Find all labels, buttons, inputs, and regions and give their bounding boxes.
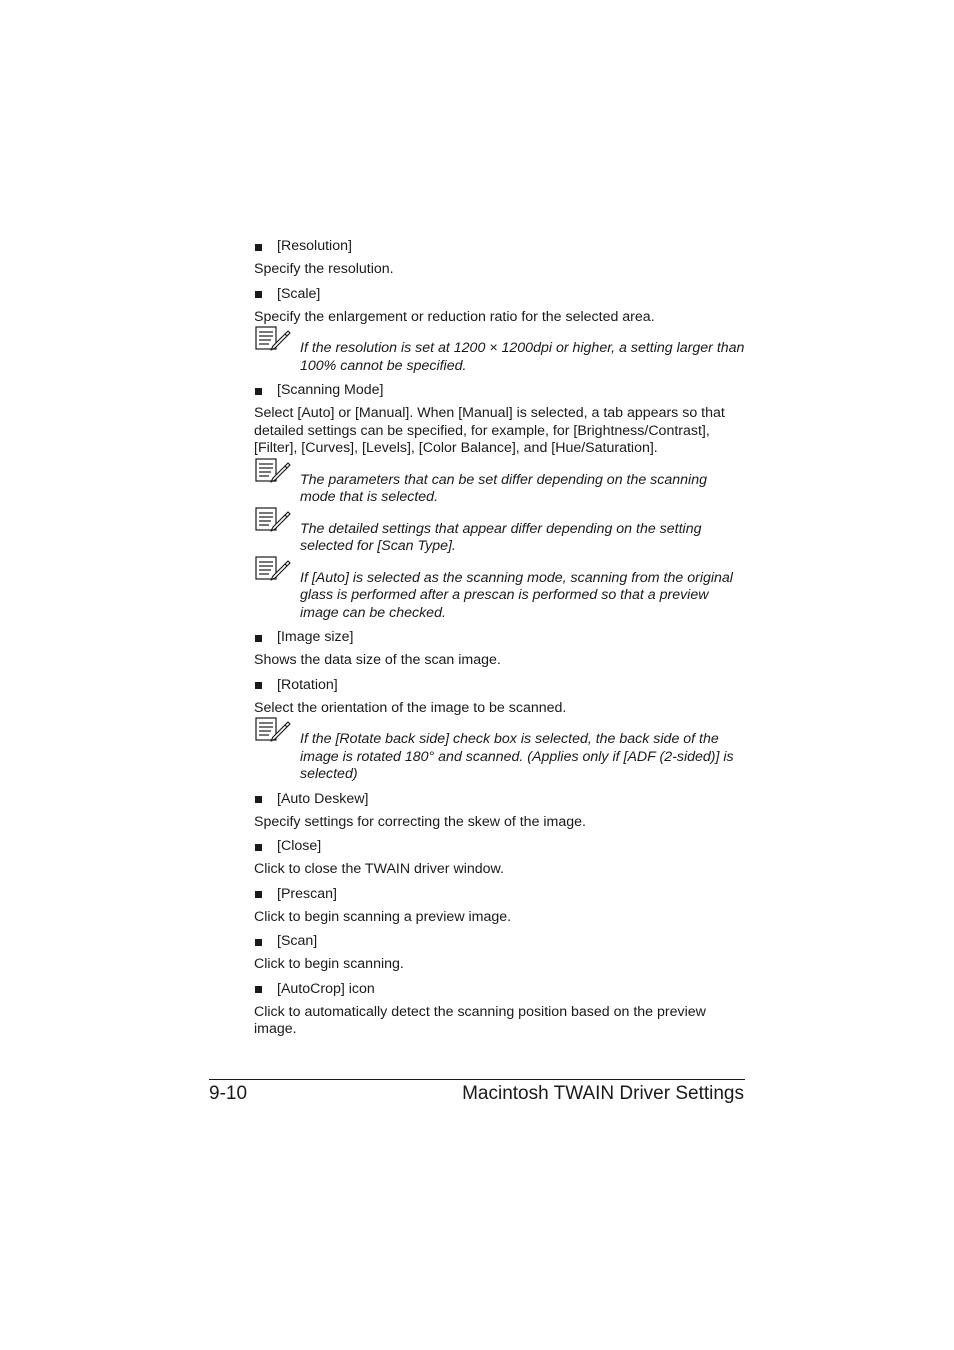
- heading-text: [Auto Deskew]: [277, 790, 369, 807]
- note-block: [254, 464, 746, 507]
- note-text: If the [Rotate back side] check box is selected, the back side of the image is rotated 180° and scanned. (Applies only if [ADF (2-sided)] is selected): [300, 731, 734, 782]
- square-bullet-icon: [255, 986, 262, 993]
- square-bullet-icon: [255, 244, 262, 251]
- document-body: [254, 237, 746, 1045]
- heading-text: [Image size]: [277, 629, 354, 646]
- note-block: [254, 723, 746, 784]
- note-pencil-icon: [255, 556, 291, 582]
- footer-divider: [209, 1079, 745, 1080]
- section-heading: [254, 885, 746, 905]
- square-bullet-icon: [255, 891, 262, 898]
- note-pencil-icon: [255, 507, 291, 533]
- heading-text: [Prescan]: [277, 885, 337, 902]
- square-bullet-icon: [255, 796, 262, 803]
- square-bullet-icon: [255, 635, 262, 642]
- note-pencil-icon: [255, 717, 291, 743]
- heading-text: [Scale]: [277, 285, 321, 302]
- body-paragraph: Click to begin scanning.: [254, 956, 404, 972]
- section-heading: [254, 381, 746, 401]
- square-bullet-icon: [255, 291, 262, 298]
- body-paragraph: Specify the resolution.: [254, 261, 394, 277]
- heading-text: [Scan]: [277, 933, 318, 950]
- heading-text: [Close]: [277, 838, 322, 855]
- note-block: [254, 513, 746, 556]
- note-block: [254, 562, 746, 623]
- section-heading: [254, 790, 746, 810]
- page-number: 9-10: [209, 1083, 248, 1104]
- section-heading: [254, 628, 746, 648]
- square-bullet-icon: [255, 682, 262, 689]
- body-paragraph: Click to automatically detect the scanning position based on the preview image.: [254, 1003, 706, 1037]
- note-text: The parameters that can be set differ depending on the scanning mode that is selected.: [300, 471, 707, 505]
- square-bullet-icon: [255, 844, 262, 851]
- section-heading: [254, 676, 746, 696]
- body-paragraph: Select the orientation of the image to be scanned.: [254, 699, 567, 716]
- body-paragraph: Click to begin scanning a preview image.: [254, 908, 512, 925]
- heading-text: [Scanning Mode]: [277, 382, 384, 399]
- note-pencil-icon: [255, 458, 291, 484]
- section-heading: [254, 837, 746, 857]
- body-paragraph: Specify settings for correcting the skew of the image.: [254, 813, 586, 830]
- heading-text: [Resolution]: [277, 238, 352, 255]
- body-paragraph: Specify the enlargement or reduction ratio for the selected area.: [254, 308, 655, 325]
- note-text: If the resolution is set at 1200 × 1200dpi or higher, a setting larger than 100% cannot be specified.: [300, 340, 745, 374]
- section-heading: [254, 237, 746, 257]
- note-text: If [Auto] is selected as the scanning mode, scanning from the original glass is performed after a prescan is performed so that a preview image can be checked.: [300, 569, 733, 621]
- note-pencil-icon: [255, 326, 291, 352]
- heading-text: [Rotation]: [277, 676, 338, 693]
- square-bullet-icon: [255, 388, 262, 395]
- section-title: Macintosh TWAIN Driver Settings: [462, 1083, 744, 1104]
- body-paragraph: Click to close the TWAIN driver window.: [254, 861, 504, 877]
- body-paragraph: Select [Auto] or [Manual]. When [Manual] is selected, a tab appears so that detailed settings can be specified, for example, for [Brightness/Contrast], [Filter], [Curves], [Levels], [Color Balance], and [Hue/Saturation].: [254, 405, 725, 456]
- section-heading: [254, 285, 746, 305]
- heading-text: [AutoCrop] icon: [277, 980, 375, 997]
- note-block: [254, 332, 746, 375]
- section-heading: [254, 932, 746, 952]
- square-bullet-icon: [255, 939, 262, 946]
- section-heading: [254, 980, 746, 1000]
- note-text: The detailed settings that appear differ depending on the setting selected for [Scan Type].: [300, 520, 702, 554]
- body-paragraph: Shows the data size of the scan image.: [254, 652, 501, 668]
